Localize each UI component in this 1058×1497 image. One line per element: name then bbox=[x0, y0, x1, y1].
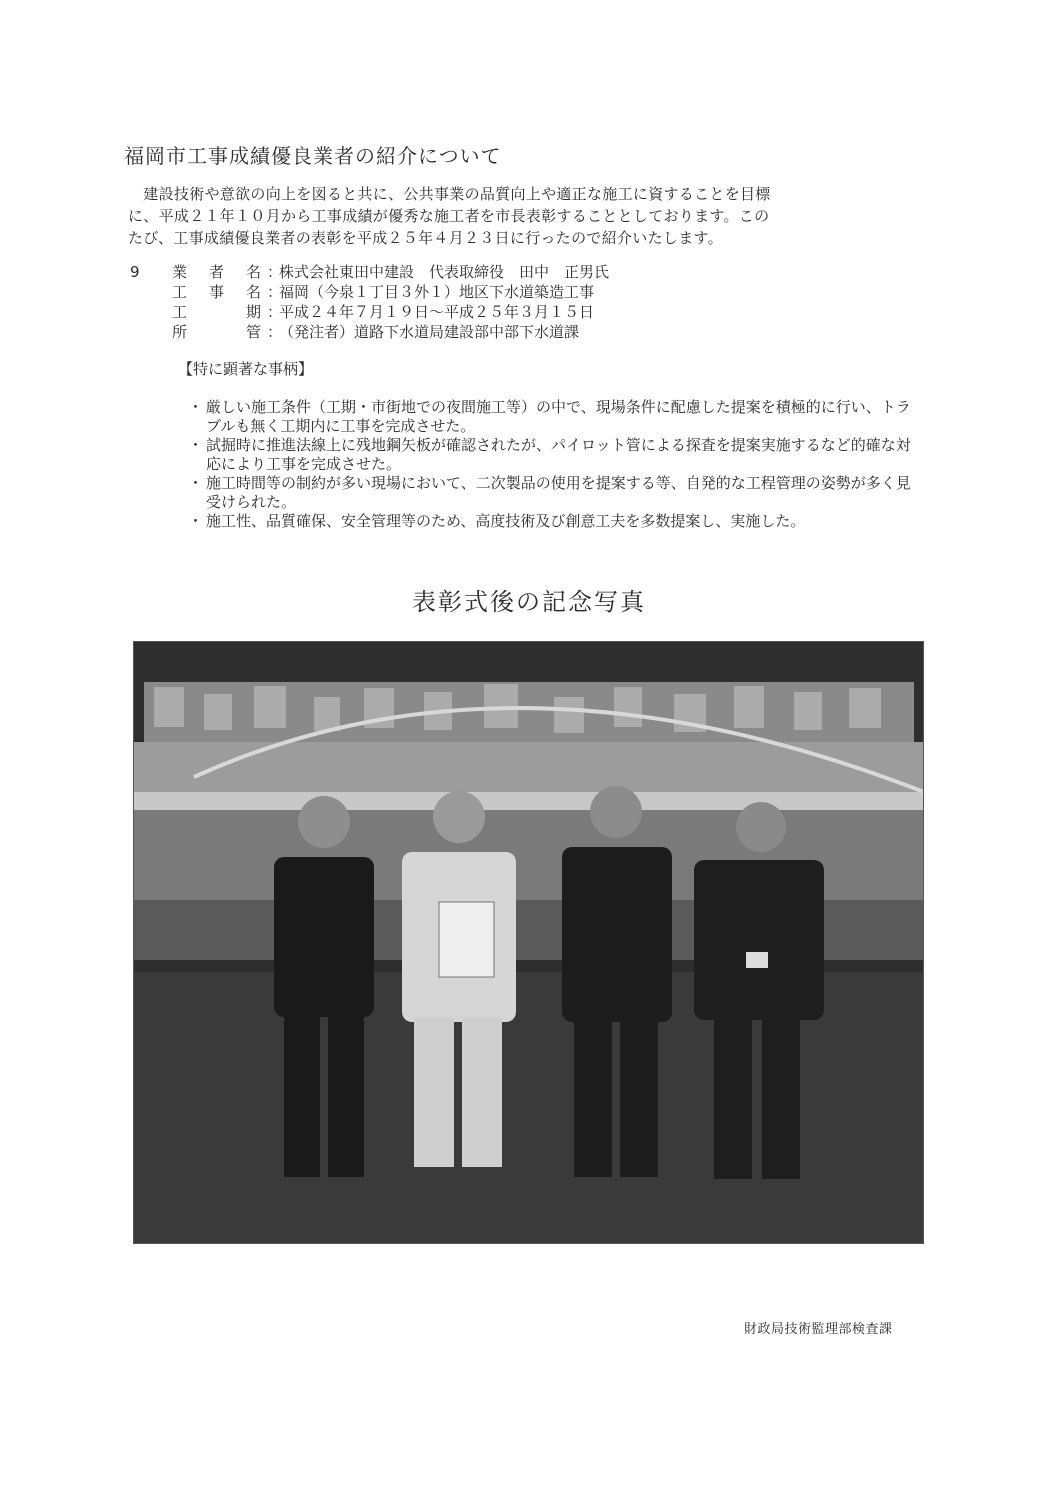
notable-heading: 【特に顕著な事柄】 bbox=[178, 360, 314, 378]
commemorative-photo bbox=[133, 641, 924, 1244]
list-item bbox=[184, 474, 924, 512]
award-details bbox=[130, 262, 609, 342]
footer-department: 財政局技術監理部検査課 bbox=[744, 1322, 893, 1337]
detail-colon: ： bbox=[267, 303, 283, 321]
detail-value: 平成２４年７月１９日～平成２５年３月１５日 bbox=[279, 303, 595, 321]
list-item bbox=[184, 398, 924, 436]
detail-row-project bbox=[130, 282, 609, 302]
list-item-text: 試掘時に推進法線上に残地鋼矢板が確認されたが、パイロット管による探査を提案実施するなど的確な対応により工事を完成させた。 bbox=[206, 436, 911, 473]
list-item-text: 厳しい施工条件（工期・市街地での夜間施工等）の中で、現場条件に配慮した提案を積極的に行い、トラブルも無く工期内に工事を完成させた。 bbox=[206, 398, 911, 435]
page-title: 福岡市工事成績優良業者の紹介について bbox=[124, 144, 502, 168]
list-item bbox=[184, 436, 924, 474]
list-item-text: 施工時間等の制約が多い現場において、二次製品の使用を提案する等、自発的な工程管理の姿勢が多く見受けられた。 bbox=[206, 474, 911, 511]
detail-label: 所 管 bbox=[172, 323, 267, 341]
detail-colon: ： bbox=[267, 323, 283, 341]
bullet-icon: ・ bbox=[188, 474, 204, 492]
intro-line: 建設技術や意欲の向上を図ると共に、公共事業の品質向上や適正な施工に資することを目標 bbox=[128, 185, 771, 203]
list-item bbox=[184, 512, 924, 531]
photo-caption: 表彰式後の記念写真 bbox=[412, 588, 646, 616]
detail-colon: ： bbox=[267, 283, 283, 301]
bullet-icon: ・ bbox=[188, 512, 204, 530]
bullet-icon: ・ bbox=[188, 398, 204, 416]
detail-value: 株式会社東田中建設 代表取締役 田中 正男氏 bbox=[279, 263, 610, 281]
detail-label: 工 期 bbox=[172, 303, 267, 321]
photo-illustration bbox=[134, 642, 923, 1243]
list-item-text: 施工性、品質確保、安全管理等のため、高度技術及び創意工夫を多数提案し、実施した。 bbox=[206, 512, 806, 530]
detail-row-jurisdiction bbox=[130, 322, 609, 342]
detail-row-period bbox=[130, 302, 609, 322]
intro-line: たび、工事成績優良業者の表彰を平成２５年４月２３日に行ったので紹介いたします。 bbox=[128, 229, 723, 247]
notable-list bbox=[184, 398, 924, 531]
entry-number: 9 bbox=[130, 263, 140, 281]
detail-value: 福岡（今泉１丁目３外１）地区下水道築造工事 bbox=[279, 283, 595, 301]
detail-label: 工 事 名 bbox=[172, 283, 267, 301]
intro-line: に、平成２１年１０月から工事成績が優秀な施工者を市長表彰することとしております。この bbox=[128, 207, 770, 225]
intro-paragraph bbox=[128, 183, 928, 249]
detail-label: 業 者 名 bbox=[172, 263, 267, 281]
bullet-icon: ・ bbox=[188, 436, 204, 454]
detail-row-contractor bbox=[130, 262, 609, 282]
detail-colon: ： bbox=[267, 263, 283, 281]
detail-value: （発注者）道路下水道局建設部中部下水道課 bbox=[279, 323, 580, 341]
